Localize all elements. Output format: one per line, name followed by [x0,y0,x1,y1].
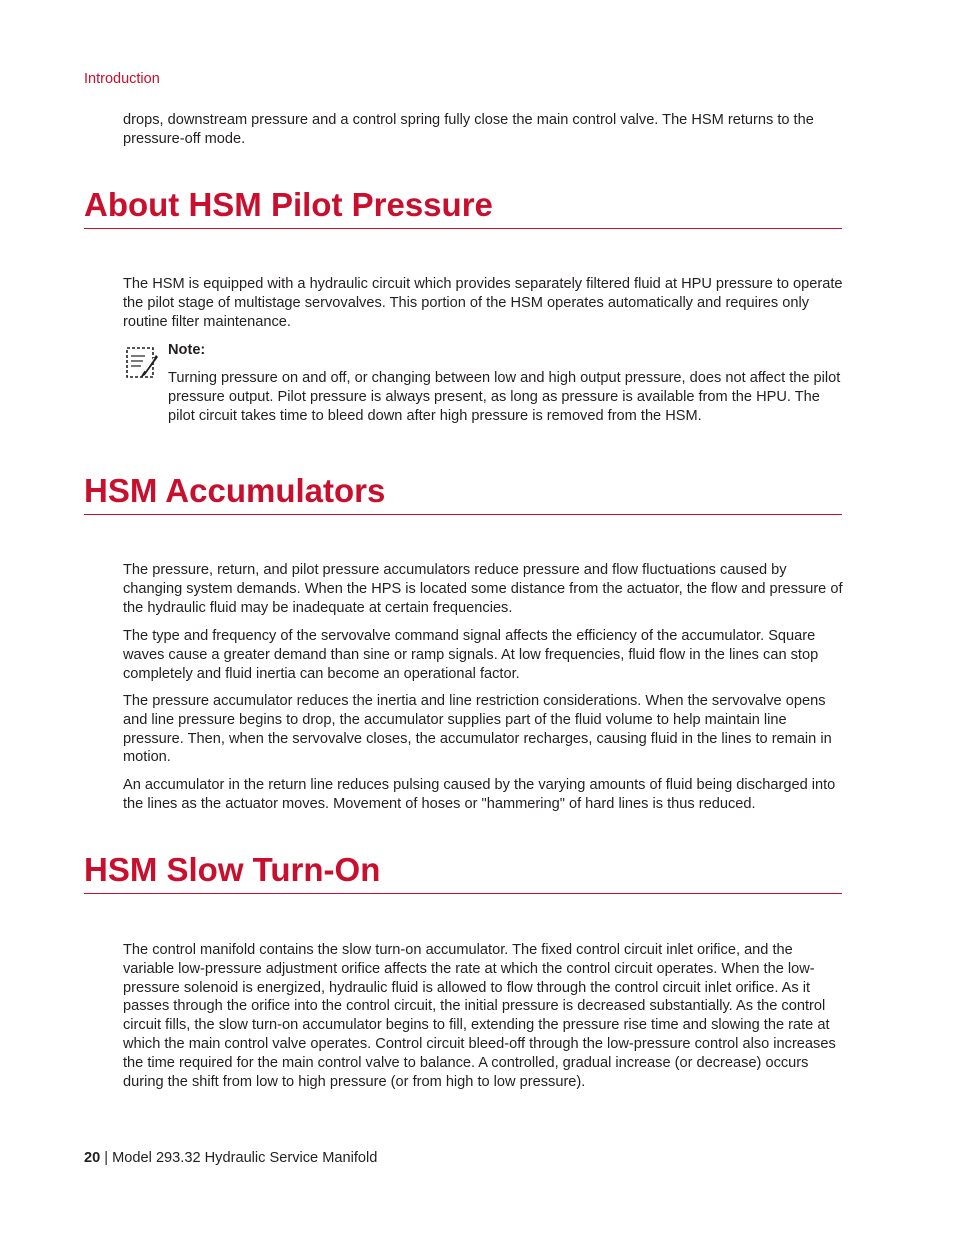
intro-continuation-paragraph: drops, downstream pressure and a control spring fully close the main control valve. The HSM returns to the pressure-off mode. [123,112,814,147]
section-heading-accumulators [84,471,842,515]
section-title: HSM Slow Turn-On [84,851,381,888]
breadcrumb: Introduction [84,71,160,87]
accumulators-paragraph-3: The pressure accumulator reduces the inertia and line restriction considerations. When the servovalve opens and line pressure begins to drop, the accumulator supplies part of the fluid volume to help maintain line pressure. Then, when the servovalve closes, the accumulator recharges, causing fluid in the lines to remain in motion. [123,693,832,766]
pilot-pressure-paragraph: The HSM is equipped with a hydraulic circuit which provides separately filtered fluid at HPU pressure to operate the pilot stage of multistage servovalves. This portion of the HSM operates automatically and requires only routine filter maintenance. [123,276,843,330]
section-title: About HSM Pilot Pressure [84,186,493,223]
page-footer [84,1149,377,1167]
footer-doc-title: Model 293.32 Hydraulic Service Manifold [112,1150,378,1166]
accumulators-paragraph-4: An accumulator in the return line reduces pulsing caused by the varying amounts of fluid being discharged into the lines as the actuator moves. Movement of hoses or "hammering" of hard lines is thus reduced. [123,777,836,812]
page-number: 20 [84,1150,101,1166]
note-title: Note: [168,342,206,358]
accumulators-paragraph-2: The type and frequency of the servovalve command signal affects the efficiency of the accumulator. Square waves cause a greater demand than sine or ramp signals. At low frequencies, fluid flow in the lines can stop completely and fluid inertia can become an operational factor. [123,628,819,682]
section-heading-slow-turn-on [84,850,842,894]
footer-separator: | [100,1150,113,1166]
section-heading-pilot-pressure [84,185,842,229]
accumulators-paragraph-1: The pressure, return, and pilot pressure accumulators reduce pressure and flow fluctuations caused by changing system demands. When the HPS is located some distance from the actuator, the flow and pressure of the hydraulic fluid may be inadequate at certain frequencies. [123,562,843,616]
section-title: HSM Accumulators [84,472,386,509]
note-body: Turning pressure on and off, or changing between low and high output pressure, does not affect the pilot pressure output. Pilot pressure is always present, as long as pressure is available from the HPU. The pilot circuit takes time to bleed down after high pressure is removed from the HSM. [168,370,841,424]
slow-turn-on-paragraph: The control manifold contains the slow turn-on accumulator. The fixed control circuit inlet orifice, and the variable low-pressure adjustment orifice affects the rate at which the control circuit operates. When the low-pressure solenoid is energized, hydraulic fluid is allowed to flow through the control circuit inlet orifice. As it passes through the orifice into the control circuit, the initial pressure is decreased substantially. As the control circuit fills, the slow turn-on accumulator begins to fill, extending the pressure rise time and slowing the rate at which the main control valve operates. Control circuit bleed-off through the low-pressure control also increases the time required for the main control valve to balance. A controlled, gradual increase (or decrease) occurs during the shift from low to high pressure (or from high to low pressure). [123,942,836,1090]
note-pencil-icon [123,345,161,381]
